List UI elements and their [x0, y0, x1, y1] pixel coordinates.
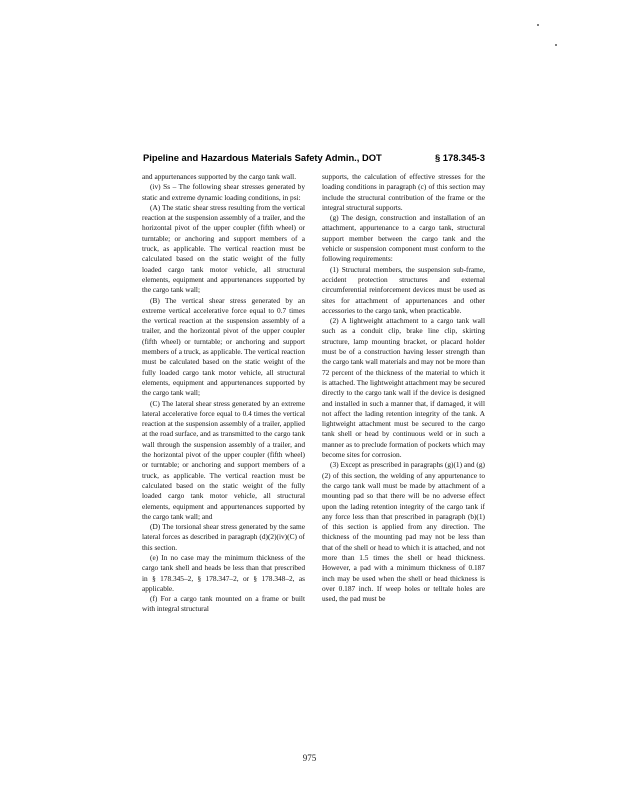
paragraph: (f) For a cargo tank mounted on a frame or built with integral structural	[142, 594, 305, 614]
paragraph: (e) In no case may the minimum thickness of the cargo tank shell and heads be less than that prescribed in § 178.345–2, § 178.347–2, or § 178.348–2, as applicable.	[142, 552, 305, 593]
paragraph: (2) A lightweight attachment to a cargo tank wall such as a conduit clip, brake line clip, skirting structure, lamp mounting bracket, or placard holder must be of a construction having lesser strength than the cargo tank wall materials and may not be more than 72 percent of the thickness of the material to which it is attached. The lightweight attachment may be secured directly to the cargo tank wall if the device is designed and installed in such a manner that, if damaged, it will not affect the lading retention integrity of the tank. A lightweight attachment must be secured to the cargo tank shell or head by continuous weld or in such a manner as to preclude formation of pockets which may become sites for corrosion.	[322, 316, 486, 460]
scan-speck	[555, 44, 557, 46]
section-number: § 178.345-3	[434, 152, 485, 163]
paragraph: supports, the calculation of effective stresses for the loading conditions in paragraph (c) of this section may include the structural contribution of the frame or the integral structural supports.	[322, 172, 485, 212]
paragraph: (3) Except as prescribed in paragraphs (g)(1) and (g)(2) of this section, the welding of any appurtenance to the cargo tank wall must be made by attachment of a mounting pad so that there will be no adverse effect upon the lading retention integrity of the cargo tank if any force less than that prescribed in paragraph (b)(1) of this section is applied from any direction. The thickness of the mounting pad may not be less than that of the shell or head to which it is attached, and not more than 1.5 times the shell or head thickness. However, a pad with a minimum thickness of 0.187 inch may be used when the shell or head thickness is over 0.187 inch. If weep holes or telltale holes are used, the pad must be	[322, 460, 485, 604]
left-column	[142, 172, 305, 615]
paragraph: (C) The lateral shear stress generated by an extreme lateral accelerative force equal to 0.4 times the vertical reaction at the suspension assembly of a trailer, applied at the road surface, and as transmitted to the cargo tank wall through the suspension assembly of a trailer, and the horizontal pivot of the upper coupler (fifth wheel) or turntable; or anchoring and support members of a truck, as applicable. The vertical reaction must be calculated based on the static weight of the fully loaded cargo tank motor vehicle, all structural elements, equipment and appurtenances supported by the cargo tank wall; and	[142, 398, 305, 521]
paragraph: (D) The torsional shear stress generated by the same lateral forces as described in paragraph (d)(2)(iv)(C) of this section.	[142, 522, 305, 552]
paragraph: (iv) Ss – The following shear stresses generated by static and extreme dynamic loading conditions, in psi:	[142, 182, 305, 202]
page-number: 975	[302, 753, 317, 763]
paragraph: and appurtenances supported by the cargo tank wall.	[142, 172, 297, 181]
right-column	[322, 172, 485, 604]
paragraph: (A) The static shear stress resulting from the vertical reaction at the suspension assembly of a trailer, and the horizontal pivot of the upper coupler (fifth wheel) or turntable; or anchoring and support members of a truck, as applicable. The vertical reaction must be calculated based on the static weight of the fully loaded cargo tank motor vehicle, all structural elements, equipment and appurtenances supported by the cargo tank wall;	[142, 202, 305, 295]
paragraph: (g) The design, construction and installation of an attachment, appurtenance to a cargo tank, structural support member between the cargo tank and the vehicle or suspension component must conform to the following requirements:	[322, 213, 485, 264]
paragraph: (1) Structural members, the suspension sub-frame, accident protection structures and external circumferential reinforcement devices must be used as sites for attachment of appurtenances and other accessories to the cargo tank, when practicable.	[322, 264, 485, 315]
scan-speck	[537, 24, 539, 26]
agency-title: Pipeline and Hazardous Materials Safety Admin., DOT	[143, 152, 382, 163]
paragraph: (B) The vertical shear stress generated by an extreme vertical accelerative force equal to 0.7 times the vertical reaction at the suspension assembly of a trailer, and the horizontal pivot of the upper coupler (fifth wheel) or turntable; or anchoring and support members of a truck, as applicable. The vertical reaction must be calculated based on the static weight of the fully loaded cargo tank motor vehicle, all structural elements, equipment and appurtenances supported by the cargo tank wall;	[142, 295, 305, 398]
running-header	[143, 152, 485, 163]
